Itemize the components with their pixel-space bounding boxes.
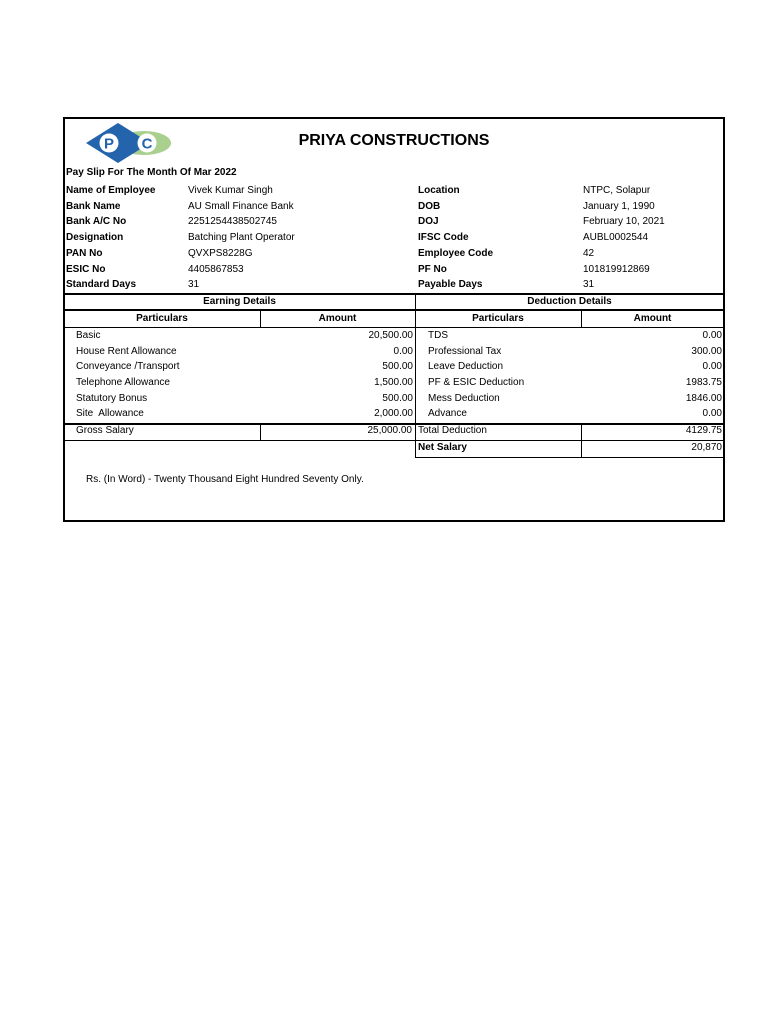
divider-line — [64, 309, 724, 311]
doj-label: DOJ — [418, 216, 439, 227]
info-row — [0, 263, 768, 277]
deduction-amount: 0.00 — [702, 408, 722, 419]
gross-salary-amount: 25,000.00 — [367, 425, 412, 436]
table-row — [0, 376, 768, 390]
divider-line — [64, 327, 724, 329]
employee-code-label: Employee Code — [418, 248, 494, 259]
deduction-name: Leave Deduction — [428, 361, 504, 372]
earning-amount: 1,500.00 — [374, 377, 413, 388]
earning-name: Basic — [76, 330, 101, 341]
pf-no-label: PF No — [418, 264, 447, 275]
divider-line — [415, 457, 724, 459]
total-deduction-amount: 4129.75 — [685, 425, 722, 436]
ifsc-code-label: IFSC Code — [418, 232, 469, 243]
dob-label: DOB — [418, 201, 441, 212]
doj-value: February 10, 2021 — [583, 216, 665, 227]
standard-days-value: 31 — [188, 279, 200, 290]
info-row — [0, 215, 768, 229]
earnings-amount-header: Amount — [318, 313, 357, 324]
info-row — [0, 278, 768, 292]
payable-days-label: Payable Days — [418, 279, 483, 290]
table-row — [0, 345, 768, 359]
earning-amount: 20,500.00 — [368, 330, 413, 341]
earning-name: House Rent Allowance — [76, 346, 177, 357]
bank-account-label: Bank A/C No — [66, 216, 127, 227]
info-row — [0, 231, 768, 245]
logo-letter-p: P — [103, 135, 115, 153]
standard-days-label: Standard Days — [66, 279, 137, 290]
earning-name: Telephone Allowance — [76, 377, 170, 388]
bank-name-value: AU Small Finance Bank — [188, 201, 294, 212]
earning-amount: 500.00 — [382, 361, 413, 372]
gross-salary-label: Gross Salary — [76, 425, 134, 436]
designation-value: Batching Plant Operator — [188, 232, 295, 243]
earning-amount: 500.00 — [382, 393, 413, 404]
payable-days-value: 31 — [583, 279, 595, 290]
designation-label: Designation — [66, 232, 124, 243]
earnings-particulars-header: Particulars — [136, 313, 188, 324]
deduction-details-header: Deduction Details — [527, 296, 612, 307]
pan-no-label: PAN No — [66, 248, 103, 259]
deduction-name: Advance — [428, 408, 467, 419]
deduction-amount: 1846.00 — [685, 393, 722, 404]
logo-letter-c: C — [141, 135, 153, 153]
pan-no-value: QVXPS8228G — [188, 248, 253, 259]
deductions-particulars-header: Particulars — [472, 313, 524, 324]
employee-name-label: Name of Employee — [66, 185, 156, 196]
earning-amount: 2,000.00 — [374, 408, 413, 419]
company-name: PRIYA CONSTRUCTIONS — [298, 132, 490, 149]
esic-no-value: 4405867853 — [188, 264, 244, 275]
pf-no-value: 101819912869 — [583, 264, 650, 275]
location-value: NTPC, Solapur — [583, 185, 651, 196]
bank-account-value: 2251254438502745 — [188, 216, 277, 227]
dob-value: January 1, 1990 — [583, 201, 655, 212]
location-label: Location — [418, 185, 460, 196]
table-row — [0, 329, 768, 343]
table-row — [0, 392, 768, 406]
deduction-name: TDS — [428, 330, 448, 341]
earning-details-header: Earning Details — [203, 296, 276, 307]
net-salary-label: Net Salary — [418, 442, 467, 453]
amount-in-words: Rs. (In Word) - Twenty Thousand Eight Hundred Seventy Only. — [86, 474, 364, 485]
info-row — [0, 247, 768, 261]
table-row — [0, 407, 768, 421]
table-column-headers — [0, 312, 768, 326]
esic-no-label: ESIC No — [66, 264, 106, 275]
earning-name: Site Allowance — [76, 408, 144, 419]
deductions-amount-header: Amount — [633, 313, 672, 324]
earning-name: Conveyance /Transport — [76, 361, 180, 372]
total-deduction-label: Total Deduction — [418, 425, 487, 436]
earning-amount: 0.00 — [393, 346, 413, 357]
bank-name-label: Bank Name — [66, 201, 121, 212]
employee-code-value: 42 — [583, 248, 595, 259]
totals-row — [0, 424, 768, 438]
deduction-amount: 1983.75 — [685, 377, 722, 388]
deduction-name: Mess Deduction — [428, 393, 500, 404]
ifsc-code-value: AUBL0002544 — [583, 232, 649, 243]
net-salary-amount: 20,870 — [691, 442, 722, 453]
earning-name: Statutory Bonus — [76, 393, 148, 404]
info-row — [0, 184, 768, 198]
payslip-period: Pay Slip For The Month Of Mar 2022 — [66, 167, 237, 178]
net-salary-row — [0, 441, 768, 455]
deduction-amount: 300.00 — [691, 346, 722, 357]
info-row — [0, 200, 768, 214]
table-row — [0, 360, 768, 374]
table-section-headers — [0, 295, 768, 309]
deduction-name: Professional Tax — [428, 346, 502, 357]
deduction-amount: 0.00 — [702, 330, 722, 341]
deduction-name: PF & ESIC Deduction — [428, 377, 525, 388]
employee-name-value: Vivek Kumar Singh — [188, 185, 273, 196]
deduction-amount: 0.00 — [702, 361, 722, 372]
